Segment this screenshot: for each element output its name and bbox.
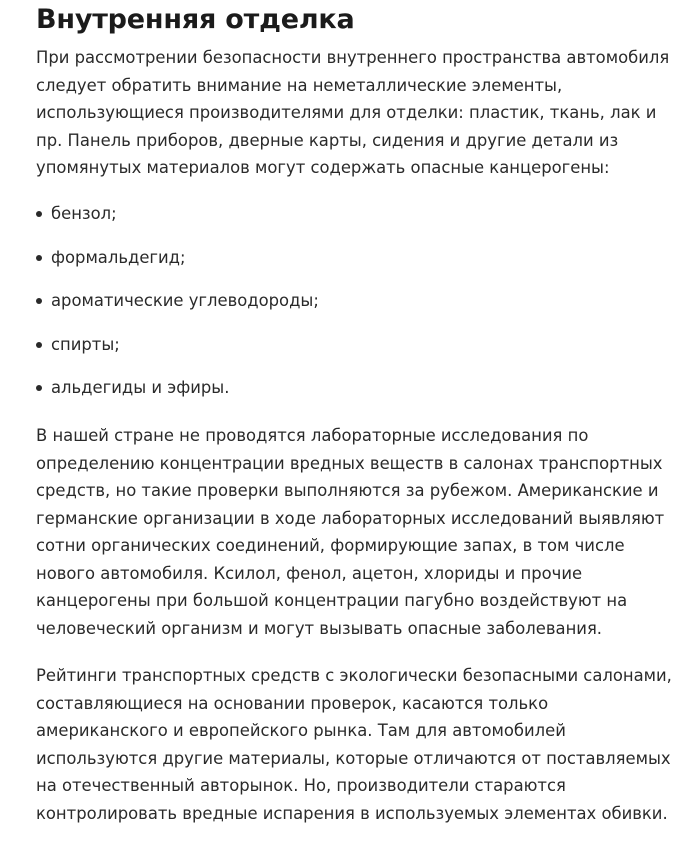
list-item-text: альдегиды и эфиры. (51, 378, 230, 397)
list-item (36, 331, 319, 375)
list-item-text: ароматические углеводороды; (51, 291, 319, 310)
list-item (36, 200, 319, 244)
bullet-icon (36, 385, 42, 391)
list-item-text: спирты; (51, 334, 120, 354)
bullet-icon (36, 255, 42, 261)
bullet-icon (36, 342, 42, 348)
bullet-icon (36, 298, 42, 304)
intro-paragraph: При рассмотрении безопасности внутреннего пространства автомобиля следует обратить внимание на неметаллические элементы, использующиеся производителями для отделки: пластик, ткань, лак и пр. Панель приборов, дверные карты, сидения и другие детали из упомянутых материалов могут содержать опасные канцерогены: (36, 48, 670, 177)
list-item (36, 374, 319, 418)
list-item (36, 287, 319, 331)
list-item-text: бензол; (51, 204, 117, 223)
list-item-text: формальдегид; (51, 247, 186, 267)
section-title: Внутренняя отделка (36, 4, 355, 35)
research-paragraph: В нашей стране не проводятся лабораторные исследования по определению концентрации вредных веществ в салонах транспортных средств, но такие проверки выполняются за рубежом. Американские и германские организации в ходе лабораторных исследований выявляют сотни органических соединений, формирующие запах, в том числе нового автомобиля. Ксилол, фенол, ацетон, хлориды и прочие канцерогены при большой концентрации пагубно воздействуют на человеческий организм и могут вызывать опасные заболевания. (36, 426, 665, 638)
list-item (36, 244, 319, 288)
carcinogen-list (36, 200, 319, 418)
ratings-paragraph: Рейтинги транспортных средств с экологически безопасными салонами, составляющиеся на основании проверок, касаются только американского и европейского рынка. Там для автомобилей используются другие материалы, которые отличаются от поставляемых на отечественный авторынок. Но, производители стараются контролировать вредные испарения в используемых элементах обивки. (36, 666, 672, 823)
bullet-icon (36, 211, 42, 217)
